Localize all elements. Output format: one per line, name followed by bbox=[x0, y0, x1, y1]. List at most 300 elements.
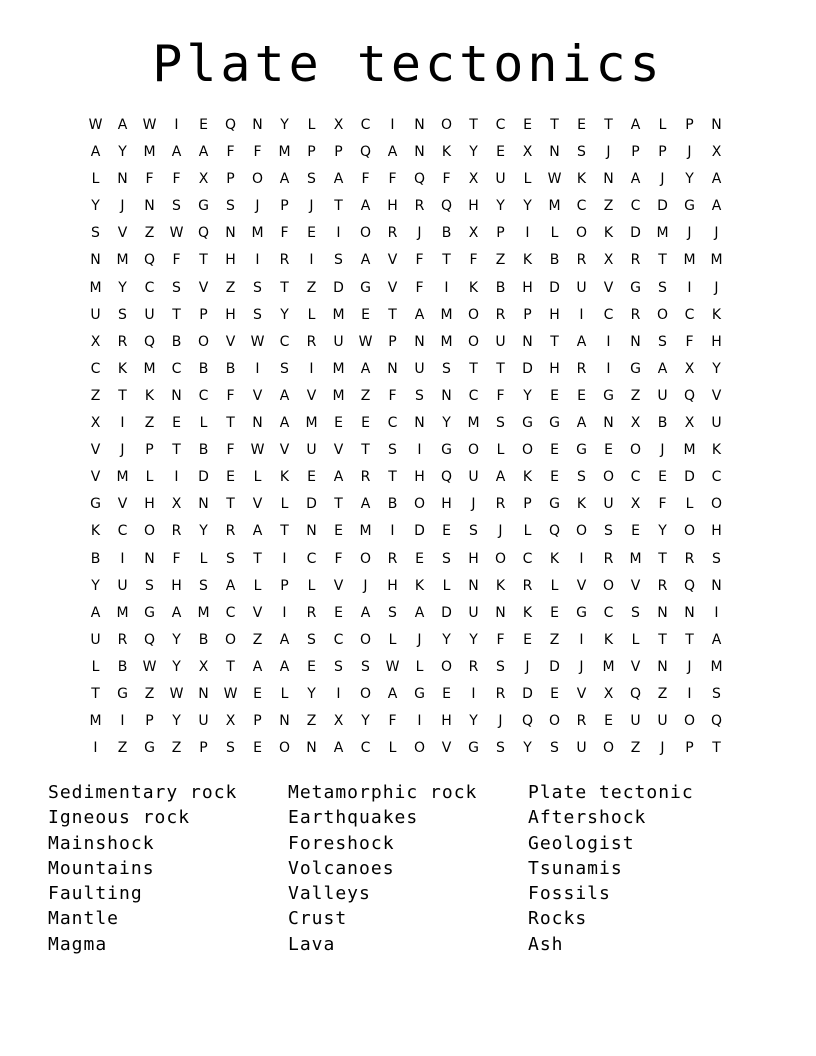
grid-letter[interactable]: W bbox=[223, 685, 238, 702]
grid-letter[interactable]: P bbox=[199, 740, 208, 757]
grid-letter[interactable]: I bbox=[174, 469, 179, 486]
grid-letter[interactable]: U bbox=[333, 333, 344, 350]
grid-letter[interactable]: P bbox=[658, 144, 667, 161]
grid-letter[interactable]: Y bbox=[469, 144, 478, 161]
grid-letter[interactable]: O bbox=[656, 306, 669, 323]
grid-letter[interactable]: A bbox=[387, 685, 398, 702]
grid-letter[interactable]: L bbox=[307, 577, 316, 594]
grid-letter[interactable]: J bbox=[525, 658, 530, 675]
grid-letter[interactable]: L bbox=[523, 171, 532, 188]
grid-letter[interactable]: L bbox=[91, 658, 100, 675]
grid-letter[interactable]: V bbox=[117, 496, 128, 513]
grid-letter[interactable]: S bbox=[334, 252, 343, 269]
grid-letter[interactable]: J bbox=[417, 225, 422, 242]
grid-letter[interactable]: M bbox=[305, 415, 318, 432]
grid-letter[interactable]: R bbox=[468, 658, 479, 675]
grid-letter[interactable]: N bbox=[711, 577, 722, 594]
grid-letter[interactable]: S bbox=[172, 279, 181, 296]
grid-letter[interactable]: O bbox=[629, 442, 642, 459]
grid-letter[interactable]: R bbox=[630, 252, 641, 269]
grid-letter[interactable]: X bbox=[468, 225, 479, 242]
grid-letter[interactable]: E bbox=[604, 442, 613, 459]
grid-letter[interactable]: K bbox=[576, 171, 587, 188]
grid-letter[interactable]: W bbox=[358, 333, 373, 350]
grid-letter[interactable]: P bbox=[523, 306, 532, 323]
grid-letter[interactable]: J bbox=[687, 225, 692, 242]
grid-letter[interactable]: G bbox=[441, 442, 452, 459]
grid-letter[interactable]: H bbox=[387, 198, 398, 215]
grid-letter[interactable]: G bbox=[630, 279, 641, 296]
grid-letter[interactable]: V bbox=[252, 496, 263, 513]
grid-letter[interactable]: V bbox=[387, 252, 398, 269]
grid-letter[interactable]: I bbox=[687, 279, 692, 296]
grid-letter[interactable]: J bbox=[660, 171, 665, 188]
grid-letter[interactable]: C bbox=[630, 469, 641, 486]
grid-letter[interactable]: E bbox=[199, 117, 208, 133]
grid-letter[interactable]: A bbox=[711, 198, 722, 215]
grid-letter[interactable]: G bbox=[198, 198, 209, 215]
grid-letter[interactable]: S bbox=[361, 658, 370, 675]
grid-letter[interactable]: F bbox=[280, 225, 289, 242]
grid-letter[interactable]: O bbox=[683, 523, 696, 540]
grid-letter[interactable]: S bbox=[334, 658, 343, 675]
grid-letter[interactable]: U bbox=[90, 306, 101, 323]
grid-letter[interactable]: H bbox=[711, 333, 722, 350]
grid-letter[interactable]: W bbox=[142, 658, 157, 675]
grid-letter[interactable]: N bbox=[495, 604, 506, 621]
grid-letter[interactable]: N bbox=[171, 387, 182, 404]
grid-letter[interactable]: A bbox=[198, 144, 209, 161]
grid-letter[interactable]: H bbox=[549, 360, 560, 377]
grid-letter[interactable]: E bbox=[415, 550, 424, 567]
grid-letter[interactable]: R bbox=[495, 306, 506, 323]
grid-letter[interactable]: L bbox=[91, 171, 100, 188]
grid-letter[interactable]: K bbox=[522, 604, 533, 621]
grid-letter[interactable]: L bbox=[442, 577, 451, 594]
grid-letter[interactable]: K bbox=[549, 550, 560, 567]
grid-letter[interactable]: C bbox=[117, 523, 128, 540]
grid-letter[interactable]: N bbox=[468, 577, 479, 594]
grid-letter[interactable]: M bbox=[548, 198, 561, 215]
grid-letter[interactable]: O bbox=[197, 333, 210, 350]
grid-letter[interactable]: A bbox=[711, 631, 722, 648]
grid-letter[interactable]: X bbox=[684, 415, 695, 432]
grid-letter[interactable]: C bbox=[360, 740, 371, 757]
grid-letter[interactable]: S bbox=[199, 577, 208, 594]
grid-letter[interactable]: Y bbox=[307, 685, 316, 702]
grid-letter[interactable]: K bbox=[711, 442, 722, 459]
grid-letter[interactable]: V bbox=[306, 387, 317, 404]
grid-letter[interactable]: Y bbox=[496, 198, 505, 215]
grid-letter[interactable]: H bbox=[711, 523, 722, 540]
grid-letter[interactable]: A bbox=[630, 117, 641, 133]
grid-letter[interactable]: J bbox=[660, 740, 665, 757]
grid-letter[interactable]: O bbox=[467, 442, 480, 459]
grid-letter[interactable]: B bbox=[495, 279, 506, 296]
grid-letter[interactable]: H bbox=[441, 496, 452, 513]
grid-letter[interactable]: T bbox=[496, 360, 505, 377]
grid-letter[interactable]: E bbox=[307, 225, 316, 242]
grid-letter[interactable]: G bbox=[549, 496, 560, 513]
grid-letter[interactable]: U bbox=[90, 631, 101, 648]
grid-letter[interactable]: O bbox=[251, 171, 264, 188]
grid-letter[interactable]: V bbox=[117, 225, 128, 242]
grid-letter[interactable]: T bbox=[91, 685, 100, 702]
grid-letter[interactable]: A bbox=[225, 577, 236, 594]
grid-letter[interactable]: Q bbox=[683, 387, 696, 404]
grid-letter[interactable]: R bbox=[657, 577, 668, 594]
grid-letter[interactable]: N bbox=[441, 387, 452, 404]
grid-letter[interactable]: V bbox=[441, 740, 452, 757]
grid-letter[interactable]: Z bbox=[306, 713, 317, 730]
grid-letter[interactable]: T bbox=[388, 306, 397, 323]
grid-letter[interactable]: D bbox=[522, 685, 533, 702]
grid-letter[interactable]: L bbox=[145, 469, 154, 486]
grid-letter[interactable]: B bbox=[117, 658, 128, 675]
grid-letter[interactable]: E bbox=[361, 415, 370, 432]
grid-letter[interactable]: U bbox=[495, 171, 506, 188]
grid-letter[interactable]: N bbox=[414, 333, 425, 350]
grid-letter[interactable]: X bbox=[225, 713, 236, 730]
grid-letter[interactable]: L bbox=[280, 685, 289, 702]
grid-letter[interactable]: E bbox=[550, 442, 559, 459]
grid-letter[interactable]: F bbox=[388, 713, 397, 730]
grid-letter[interactable]: Z bbox=[144, 225, 155, 242]
grid-letter[interactable]: R bbox=[495, 685, 506, 702]
grid-letter[interactable]: Q bbox=[413, 171, 426, 188]
grid-letter[interactable]: D bbox=[549, 279, 560, 296]
grid-letter[interactable]: F bbox=[226, 144, 235, 161]
grid-letter[interactable]: D bbox=[333, 279, 344, 296]
grid-letter[interactable]: O bbox=[710, 496, 723, 513]
grid-letter[interactable]: Z bbox=[603, 198, 614, 215]
grid-letter[interactable]: V bbox=[90, 469, 101, 486]
grid-letter[interactable]: O bbox=[575, 225, 588, 242]
grid-letter[interactable]: T bbox=[658, 550, 667, 567]
grid-letter[interactable]: Y bbox=[91, 198, 100, 215]
grid-letter[interactable]: G bbox=[603, 387, 614, 404]
grid-letter[interactable]: Z bbox=[657, 685, 668, 702]
grid-letter[interactable]: P bbox=[226, 171, 235, 188]
grid-letter[interactable]: N bbox=[90, 252, 101, 269]
grid-letter[interactable]: C bbox=[198, 387, 209, 404]
grid-letter[interactable]: M bbox=[440, 306, 453, 323]
grid-letter[interactable]: V bbox=[252, 387, 263, 404]
grid-letter[interactable]: F bbox=[469, 252, 478, 269]
grid-letter[interactable]: J bbox=[579, 658, 584, 675]
grid-letter[interactable]: Y bbox=[91, 577, 100, 594]
grid-letter[interactable]: F bbox=[334, 550, 343, 567]
grid-letter[interactable]: Z bbox=[144, 415, 155, 432]
grid-letter[interactable]: E bbox=[577, 387, 586, 404]
grid-letter[interactable]: E bbox=[550, 604, 559, 621]
grid-letter[interactable]: F bbox=[415, 279, 424, 296]
grid-letter[interactable]: G bbox=[414, 685, 425, 702]
grid-letter[interactable]: E bbox=[172, 415, 181, 432]
grid-letter[interactable]: I bbox=[471, 685, 476, 702]
grid-letter[interactable]: S bbox=[658, 333, 667, 350]
grid-letter[interactable]: T bbox=[469, 117, 478, 133]
grid-letter[interactable]: O bbox=[467, 333, 480, 350]
grid-letter[interactable]: Y bbox=[280, 117, 289, 133]
grid-letter[interactable]: A bbox=[630, 171, 641, 188]
grid-letter[interactable]: O bbox=[143, 523, 156, 540]
grid-letter[interactable]: L bbox=[388, 631, 397, 648]
grid-letter[interactable]: Q bbox=[197, 225, 210, 242]
grid-letter[interactable]: C bbox=[360, 117, 371, 133]
grid-letter[interactable]: S bbox=[712, 550, 721, 567]
grid-letter[interactable]: R bbox=[279, 252, 290, 269]
grid-letter[interactable]: C bbox=[603, 604, 614, 621]
grid-letter[interactable]: S bbox=[388, 604, 397, 621]
grid-letter[interactable]: M bbox=[89, 279, 102, 296]
grid-letter[interactable]: T bbox=[280, 279, 289, 296]
grid-letter[interactable]: Y bbox=[118, 279, 127, 296]
grid-letter[interactable]: F bbox=[415, 252, 424, 269]
grid-letter[interactable]: N bbox=[657, 604, 668, 621]
grid-letter[interactable]: T bbox=[442, 252, 451, 269]
grid-letter[interactable]: I bbox=[417, 442, 422, 459]
grid-letter[interactable]: A bbox=[576, 415, 587, 432]
grid-letter[interactable]: R bbox=[576, 713, 587, 730]
grid-letter[interactable]: M bbox=[143, 360, 156, 377]
grid-letter[interactable]: F bbox=[172, 171, 181, 188]
grid-letter[interactable]: Q bbox=[143, 333, 156, 350]
grid-letter[interactable]: S bbox=[496, 658, 505, 675]
grid-letter[interactable]: S bbox=[415, 387, 424, 404]
grid-letter[interactable]: E bbox=[631, 523, 640, 540]
grid-letter[interactable]: H bbox=[225, 306, 236, 323]
grid-letter[interactable]: Z bbox=[117, 740, 128, 757]
grid-letter[interactable]: U bbox=[657, 713, 668, 730]
grid-letter[interactable]: X bbox=[198, 171, 209, 188]
grid-letter[interactable]: P bbox=[523, 496, 532, 513]
grid-letter[interactable]: H bbox=[414, 469, 425, 486]
grid-letter[interactable]: W bbox=[250, 333, 265, 350]
grid-letter[interactable]: V bbox=[576, 577, 587, 594]
grid-letter[interactable]: B bbox=[387, 496, 398, 513]
grid-letter[interactable]: L bbox=[199, 550, 208, 567]
grid-letter[interactable]: E bbox=[334, 415, 343, 432]
grid-letter[interactable]: Z bbox=[306, 279, 317, 296]
grid-letter[interactable]: I bbox=[120, 713, 125, 730]
grid-letter[interactable]: K bbox=[414, 577, 425, 594]
grid-letter[interactable]: R bbox=[225, 523, 236, 540]
grid-letter[interactable]: A bbox=[90, 604, 101, 621]
grid-letter[interactable]: O bbox=[359, 550, 372, 567]
grid-letter[interactable]: K bbox=[711, 306, 722, 323]
grid-letter[interactable]: X bbox=[333, 713, 344, 730]
grid-letter[interactable]: K bbox=[576, 496, 587, 513]
grid-letter[interactable]: G bbox=[144, 740, 155, 757]
grid-letter[interactable]: N bbox=[657, 658, 668, 675]
grid-letter[interactable]: S bbox=[496, 740, 505, 757]
grid-letter[interactable]: N bbox=[603, 415, 614, 432]
grid-letter[interactable]: I bbox=[714, 604, 719, 621]
grid-letter[interactable]: C bbox=[468, 387, 479, 404]
grid-letter[interactable]: N bbox=[414, 117, 425, 133]
grid-letter[interactable]: R bbox=[684, 550, 695, 567]
grid-letter[interactable]: A bbox=[360, 360, 371, 377]
grid-letter[interactable]: R bbox=[522, 577, 533, 594]
grid-letter[interactable]: M bbox=[332, 306, 345, 323]
grid-letter[interactable]: K bbox=[117, 360, 128, 377]
grid-letter[interactable]: O bbox=[602, 740, 615, 757]
grid-letter[interactable]: E bbox=[226, 469, 235, 486]
grid-letter[interactable]: T bbox=[226, 658, 235, 675]
grid-letter[interactable]: W bbox=[385, 658, 400, 675]
grid-letter[interactable]: A bbox=[171, 144, 182, 161]
grid-letter[interactable]: J bbox=[498, 713, 503, 730]
grid-letter[interactable]: I bbox=[579, 306, 584, 323]
grid-letter[interactable]: L bbox=[199, 415, 208, 432]
grid-letter[interactable]: K bbox=[90, 523, 101, 540]
grid-letter[interactable]: M bbox=[359, 523, 372, 540]
grid-letter[interactable]: M bbox=[332, 360, 345, 377]
grid-letter[interactable]: S bbox=[91, 225, 100, 242]
grid-letter[interactable]: D bbox=[549, 658, 560, 675]
grid-letter[interactable]: P bbox=[631, 144, 640, 161]
grid-letter[interactable]: I bbox=[282, 550, 287, 567]
grid-letter[interactable]: C bbox=[711, 469, 722, 486]
grid-letter[interactable]: X bbox=[90, 333, 101, 350]
grid-letter[interactable]: V bbox=[603, 279, 614, 296]
grid-letter[interactable]: N bbox=[711, 117, 722, 133]
grid-letter[interactable]: O bbox=[602, 469, 615, 486]
grid-letter[interactable]: X bbox=[711, 144, 722, 161]
grid-letter[interactable]: L bbox=[280, 496, 289, 513]
grid-letter[interactable]: Q bbox=[440, 198, 453, 215]
grid-letter[interactable]: S bbox=[658, 279, 667, 296]
grid-letter[interactable]: H bbox=[468, 198, 479, 215]
grid-letter[interactable]: S bbox=[172, 198, 181, 215]
grid-letter[interactable]: I bbox=[606, 333, 611, 350]
grid-letter[interactable]: O bbox=[278, 740, 291, 757]
grid-letter[interactable]: O bbox=[521, 442, 534, 459]
grid-letter[interactable]: S bbox=[442, 550, 451, 567]
grid-letter[interactable]: Y bbox=[118, 144, 127, 161]
grid-letter[interactable]: V bbox=[711, 387, 722, 404]
grid-letter[interactable]: G bbox=[576, 604, 587, 621]
grid-letter[interactable]: T bbox=[334, 496, 343, 513]
grid-letter[interactable]: I bbox=[390, 117, 395, 133]
grid-letter[interactable]: S bbox=[226, 550, 235, 567]
grid-letter[interactable]: D bbox=[306, 496, 317, 513]
grid-letter[interactable]: O bbox=[602, 577, 615, 594]
grid-letter[interactable]: R bbox=[171, 523, 182, 540]
grid-letter[interactable]: J bbox=[714, 225, 719, 242]
grid-letter[interactable]: N bbox=[684, 604, 695, 621]
grid-letter[interactable]: U bbox=[711, 415, 722, 432]
grid-letter[interactable]: E bbox=[442, 523, 451, 540]
grid-letter[interactable]: O bbox=[467, 306, 480, 323]
grid-letter[interactable]: F bbox=[226, 387, 235, 404]
grid-letter[interactable]: C bbox=[306, 550, 317, 567]
grid-letter[interactable]: L bbox=[253, 469, 262, 486]
grid-letter[interactable]: O bbox=[440, 658, 453, 675]
grid-letter[interactable]: S bbox=[577, 469, 586, 486]
grid-letter[interactable]: K bbox=[441, 144, 452, 161]
grid-letter[interactable]: G bbox=[144, 604, 155, 621]
grid-letter[interactable]: X bbox=[198, 658, 209, 675]
grid-letter[interactable]: M bbox=[710, 658, 723, 675]
grid-letter[interactable]: A bbox=[414, 306, 425, 323]
grid-letter[interactable]: Y bbox=[469, 631, 478, 648]
grid-letter[interactable]: F bbox=[496, 387, 505, 404]
grid-letter[interactable]: P bbox=[145, 713, 154, 730]
grid-letter[interactable]: R bbox=[495, 496, 506, 513]
grid-letter[interactable]: A bbox=[252, 523, 263, 540]
grid-letter[interactable]: G bbox=[117, 685, 128, 702]
grid-letter[interactable]: R bbox=[630, 306, 641, 323]
grid-letter[interactable]: G bbox=[549, 415, 560, 432]
grid-letter[interactable]: Z bbox=[630, 740, 641, 757]
grid-letter[interactable]: X bbox=[630, 415, 641, 432]
grid-letter[interactable]: E bbox=[604, 713, 613, 730]
grid-letter[interactable]: D bbox=[441, 604, 452, 621]
grid-letter[interactable]: T bbox=[226, 415, 235, 432]
grid-letter[interactable]: K bbox=[144, 387, 155, 404]
grid-letter[interactable]: S bbox=[307, 171, 316, 188]
grid-letter[interactable]: B bbox=[198, 631, 209, 648]
grid-letter[interactable]: J bbox=[417, 631, 422, 648]
grid-letter[interactable]: J bbox=[120, 442, 125, 459]
grid-letter[interactable]: Q bbox=[710, 713, 723, 730]
grid-letter[interactable]: C bbox=[171, 360, 182, 377]
grid-letter[interactable]: M bbox=[683, 252, 696, 269]
grid-letter[interactable]: Q bbox=[359, 144, 372, 161]
grid-letter[interactable]: Y bbox=[442, 415, 451, 432]
grid-letter[interactable]: M bbox=[656, 225, 669, 242]
grid-letter[interactable]: F bbox=[658, 496, 667, 513]
grid-letter[interactable]: F bbox=[496, 631, 505, 648]
grid-letter[interactable]: K bbox=[603, 631, 614, 648]
grid-letter[interactable]: S bbox=[118, 306, 127, 323]
grid-letter[interactable]: Z bbox=[630, 387, 641, 404]
grid-letter[interactable]: C bbox=[576, 198, 587, 215]
grid-letter[interactable]: A bbox=[90, 144, 101, 161]
grid-letter[interactable]: U bbox=[198, 713, 209, 730]
grid-letter[interactable]: L bbox=[496, 442, 505, 459]
grid-letter[interactable]: Q bbox=[143, 252, 156, 269]
grid-letter[interactable]: X bbox=[630, 496, 641, 513]
grid-letter[interactable]: M bbox=[143, 144, 156, 161]
grid-letter[interactable]: U bbox=[630, 713, 641, 730]
grid-letter[interactable]: I bbox=[687, 685, 692, 702]
grid-letter[interactable]: N bbox=[387, 360, 398, 377]
grid-letter[interactable]: I bbox=[525, 225, 530, 242]
grid-letter[interactable]: F bbox=[388, 387, 397, 404]
grid-letter[interactable]: Y bbox=[280, 306, 289, 323]
grid-letter[interactable]: V bbox=[333, 442, 344, 459]
grid-letter[interactable]: Z bbox=[549, 631, 560, 648]
grid-letter[interactable]: W bbox=[547, 171, 562, 188]
grid-letter[interactable]: P bbox=[145, 442, 154, 459]
grid-letter[interactable]: A bbox=[360, 198, 371, 215]
grid-letter[interactable]: Y bbox=[469, 713, 478, 730]
grid-letter[interactable]: K bbox=[603, 225, 614, 242]
grid-letter[interactable]: C bbox=[279, 333, 290, 350]
grid-letter[interactable]: T bbox=[388, 469, 397, 486]
grid-letter[interactable]: A bbox=[414, 604, 425, 621]
grid-letter[interactable]: A bbox=[279, 415, 290, 432]
grid-letter[interactable]: M bbox=[116, 252, 129, 269]
grid-letter[interactable]: P bbox=[685, 117, 694, 133]
grid-letter[interactable]: W bbox=[250, 442, 265, 459]
grid-letter[interactable]: M bbox=[332, 387, 345, 404]
grid-letter[interactable]: A bbox=[279, 171, 290, 188]
grid-letter[interactable]: J bbox=[498, 523, 503, 540]
